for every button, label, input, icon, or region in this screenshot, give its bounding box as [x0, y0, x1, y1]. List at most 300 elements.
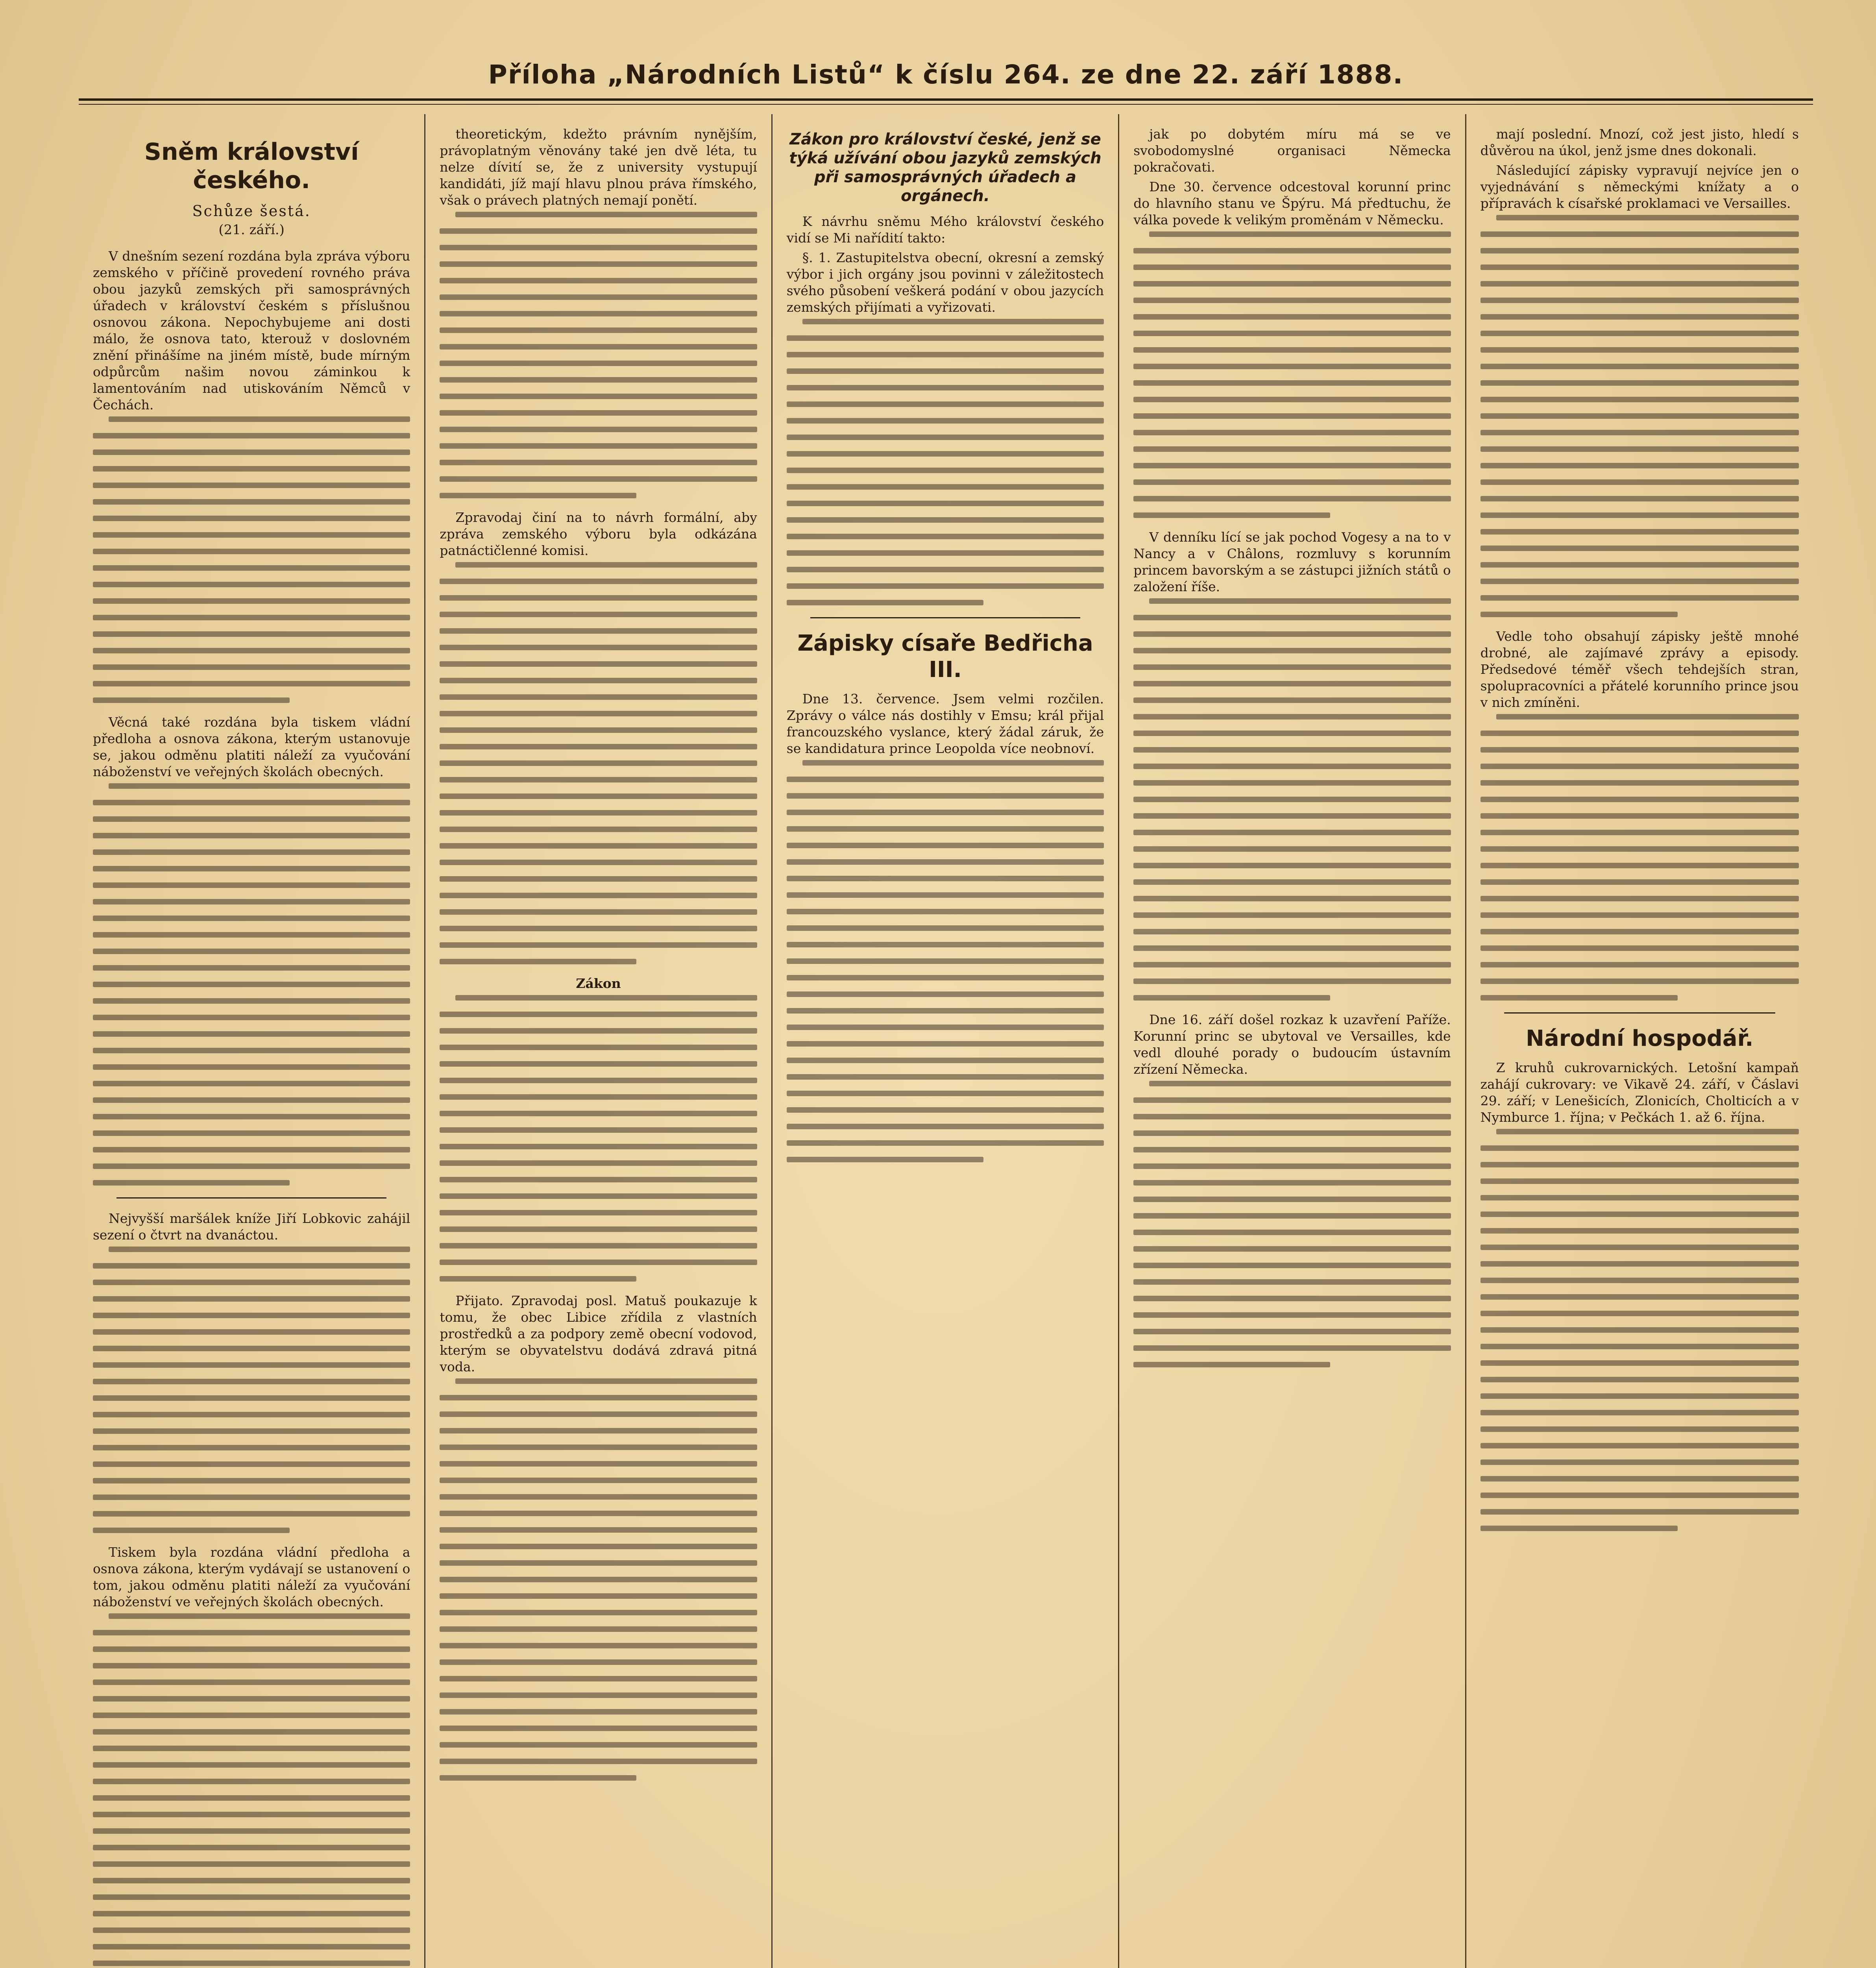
text-line: [93, 882, 410, 888]
text-line: [440, 361, 757, 366]
article-paragraph: Nejvyšší maršálek kníže Jiří Lobkovic zahájil sezení o čtvrt na dvanáctou.: [93, 1211, 410, 1243]
text-line: [1480, 281, 1799, 287]
text-line: [93, 1528, 290, 1533]
text-line: [93, 866, 410, 871]
text-line: [93, 532, 410, 538]
text-line: [787, 925, 1104, 931]
text-line: [93, 433, 410, 438]
text-line: [1133, 479, 1451, 485]
text-line: [440, 1478, 757, 1483]
text-line: [440, 843, 757, 849]
text-line: [1133, 347, 1451, 353]
text-line: [93, 1630, 410, 1635]
text-line: [1480, 978, 1799, 984]
text-line: [440, 1078, 757, 1083]
text-line: [455, 995, 757, 1001]
text-line: [787, 368, 1104, 374]
text-line: [440, 694, 757, 700]
section-divider: [810, 617, 1080, 618]
text-line: [93, 1313, 410, 1318]
text-line: [455, 212, 757, 217]
text-line: [1133, 1263, 1451, 1268]
text-line: [787, 810, 1104, 815]
text-line: [440, 1177, 757, 1182]
article-paragraph: K návrhu sněmu Mého království českého vidí se Mi nařídití takto:: [786, 214, 1104, 246]
text-line: [440, 377, 757, 383]
text-line: [93, 1845, 410, 1850]
article-paragraph: theoretickým, kdežto právním nynějším, právoplatným věnovány také jen dvě léta, tu nelze dívití se, že z university vystupují kandidáti, jíž mají hlavu plnou práva římského, však o právech platných nemají ponětí.: [440, 126, 757, 208]
text-line: [1480, 1443, 1799, 1448]
text-line: [787, 793, 1104, 799]
text-line: [440, 1593, 757, 1599]
text-line: [1133, 863, 1451, 868]
article-text-block: [440, 562, 757, 964]
text-line: [440, 1511, 757, 1516]
text-line: [440, 777, 757, 782]
text-line: [787, 1107, 1104, 1113]
text-line: [1480, 1344, 1799, 1349]
text-line: [93, 1779, 410, 1784]
text-line: [1133, 1345, 1451, 1351]
text-line: [1133, 1279, 1451, 1285]
text-line: [93, 1795, 410, 1801]
text-line: [93, 833, 410, 838]
article-text-block: [787, 760, 1104, 1162]
text-line: [1480, 248, 1799, 253]
text-line: [1133, 631, 1451, 637]
text-line: [93, 1911, 410, 1916]
text-line: [787, 401, 1104, 407]
text-line: [1480, 298, 1799, 303]
text-line: [93, 1147, 410, 1152]
text-line: [1133, 846, 1451, 852]
text-line: [93, 664, 410, 670]
text-line: [440, 1428, 757, 1433]
text-line: [440, 1028, 757, 1034]
text-line: [440, 827, 757, 832]
text-line: [440, 1127, 757, 1133]
text-line: [1480, 446, 1799, 452]
text-line: [1480, 1426, 1799, 1432]
text-line: [440, 1276, 636, 1282]
text-line: [93, 1746, 410, 1751]
article-paragraph: Dne 30. července odcestoval korunní princ do hlavního stanu ve Špýru. Má předtuchu, že válka povede k velikým proměnám v Německu.: [1133, 179, 1451, 228]
article-text-block: [1133, 231, 1451, 518]
text-line: [787, 1008, 1104, 1014]
text-line: [1133, 648, 1451, 653]
text-line: [787, 975, 1104, 980]
text-line: [1133, 413, 1451, 419]
text-line: [440, 1193, 757, 1199]
article-paragraph: jak po dobytém míru má se ve svobodomyslné organisaci Německa pokračovati.: [1133, 126, 1451, 175]
text-line: [93, 483, 410, 488]
article-paragraph: Dne 13. července. Jsem velmi rozčilen. Zprávy o válce nás dostihly v Emsu; král přijal francouzského vyslance, který žádal záruk, že se kandidatura prince Leopolda více neobnoví.: [786, 691, 1104, 756]
article-text-block: [93, 1247, 410, 1533]
text-line: [787, 942, 1104, 947]
text-line: [440, 261, 757, 267]
text-line: [93, 1894, 410, 1900]
article-paragraph: V denníku lící se jak pochod Vogesy a na to v Nancy a v Châlons, rozmluvy s korunním princem bavorským a se zástupci jižních států o založení říše.: [1133, 529, 1451, 594]
text-line: [440, 926, 757, 931]
text-line: [787, 418, 1104, 424]
text-line: [787, 550, 1104, 556]
text-line: [440, 1226, 757, 1232]
text-line: [1480, 896, 1799, 901]
text-line: [1480, 546, 1799, 551]
law-heading: Zákon pro království české, jenž se týká užívání obou jazyků zemských při samosprávných úřadech a orgánech.: [789, 130, 1102, 205]
article-text-block: [1480, 714, 1799, 1001]
text-line: [440, 810, 757, 816]
article-text-block: [93, 416, 410, 703]
article-text-block: [1480, 215, 1799, 617]
text-line: [1133, 1114, 1451, 1119]
article-paragraph: Přijato. Zpravodaj posl. Matuš poukazuje k tomu, že obec Libice zřídila z vlastních prostředků a za podpory země obecní vodovod, kterým se obyvatelstvu dodává zdravá pitná voda.: [440, 1293, 757, 1374]
article-text-block: [93, 783, 410, 1186]
text-line: [1480, 1278, 1799, 1283]
text-line: [1480, 995, 1678, 1001]
text-line: [93, 1927, 410, 1933]
article-paragraph: mají poslední. Mnozí, což jest jisto, hledí s důvěrou na úkol, jenž jsme dnes dokonali.: [1480, 126, 1799, 158]
text-line: [440, 1411, 757, 1417]
text-line: [93, 582, 410, 587]
text-line: [1480, 846, 1799, 852]
text-line: [1480, 1509, 1799, 1515]
text-line: [1133, 1180, 1451, 1186]
text-line: [1480, 1393, 1799, 1399]
text-line: [109, 1247, 410, 1252]
text-line: [1496, 714, 1799, 720]
text-line: [440, 1544, 757, 1549]
text-line: [787, 1074, 1104, 1080]
text-line: [1480, 1162, 1799, 1167]
article-paragraph: Zpravodaj činí na to návrh formální, aby zpráva zemského výboru byla odkázána patnáctičlenné komisi.: [440, 510, 757, 558]
text-line: [1133, 1246, 1451, 1252]
text-line: [93, 816, 410, 822]
text-line: [440, 311, 757, 316]
text-line: [787, 1091, 1104, 1096]
text-line: [440, 1260, 757, 1265]
text-line: [1133, 879, 1451, 885]
text-line: [1480, 912, 1799, 918]
section-divider: [1504, 1012, 1775, 1014]
text-line: [93, 1729, 410, 1735]
text-line: [1480, 1410, 1799, 1415]
text-line: [1480, 579, 1799, 584]
text-line: [93, 1015, 410, 1020]
text-line: [1480, 1195, 1799, 1200]
text-line: [93, 1646, 410, 1652]
text-line: [787, 435, 1104, 440]
text-line: [1480, 962, 1799, 967]
text-line: [1133, 314, 1451, 320]
text-line: [1133, 714, 1451, 720]
article-heading-hospodar: Národní hospodář.: [1526, 1026, 1754, 1051]
text-line: [787, 1058, 1104, 1063]
text-line: [440, 245, 757, 250]
text-line: [1480, 512, 1799, 518]
text-line: [1133, 978, 1451, 984]
text-line: [93, 1461, 410, 1467]
text-line: [440, 1395, 757, 1400]
text-line: [1133, 747, 1451, 753]
text-line: [1149, 598, 1451, 604]
text-line: [1133, 446, 1451, 452]
text-line: [1480, 1294, 1799, 1300]
text-line: [93, 1379, 410, 1384]
text-line: [1133, 397, 1451, 402]
text-line: [93, 1861, 410, 1867]
text-line: [787, 468, 1104, 473]
text-line: [93, 549, 410, 554]
text-line: [787, 600, 983, 605]
text-line: [1480, 1212, 1799, 1217]
text-line: [440, 678, 757, 683]
text-line: [1480, 1493, 1799, 1498]
column-1: [79, 114, 425, 1968]
text-line: [93, 1961, 410, 1966]
article-paragraph: Věcná také rozdána byla tiskem vládní předloha a osnova zákona, kterým ustanovuje se, jakou odměnu platiti náleží za vyučování náboženství ve veřejných školách obecných.: [93, 714, 410, 779]
text-line: [440, 1045, 757, 1050]
article-heading-snem: Sněm království českého.: [144, 138, 359, 194]
text-line: [93, 648, 410, 653]
text-line: [1133, 896, 1451, 901]
text-line: [93, 1445, 410, 1450]
text-line: [93, 615, 410, 620]
text-line: [1480, 380, 1799, 386]
text-line: [440, 1210, 757, 1215]
text-line: [93, 1828, 410, 1834]
column-3: [773, 114, 1119, 1968]
text-line: [787, 1124, 1104, 1129]
text-line: [93, 982, 410, 987]
text-line: [440, 744, 757, 749]
article-text-block: [440, 995, 757, 1282]
article-paragraph: Následující zápisky vypravují nejvíce jen o vyjednávání s německými knížaty a o přípravách k císařské proklamaci ve Versailles.: [1480, 163, 1799, 211]
text-line: [455, 1378, 757, 1384]
text-line: [93, 916, 410, 921]
text-line: [93, 1428, 410, 1434]
text-line: [93, 1679, 410, 1685]
text-line: [1133, 1329, 1451, 1334]
text-line: [1133, 331, 1451, 336]
masthead-rule-thin: [79, 104, 1813, 105]
text-line: [93, 1696, 410, 1702]
text-line: [1149, 231, 1451, 237]
text-line: [1480, 264, 1799, 270]
text-line: [787, 1041, 1104, 1047]
text-line: [787, 385, 1104, 390]
text-line: [440, 427, 757, 432]
text-line: [787, 843, 1104, 848]
text-line: [1480, 1360, 1799, 1366]
text-line: [440, 1527, 757, 1533]
session-date: (21. září.): [218, 222, 285, 238]
text-line: [1480, 797, 1799, 802]
text-line: [1133, 1296, 1451, 1301]
text-line: [787, 335, 1104, 341]
text-line: [1480, 612, 1678, 617]
text-line: [93, 949, 410, 954]
text-line: [1496, 215, 1799, 220]
text-line: [93, 1031, 410, 1037]
article-text-block: [93, 1613, 410, 1968]
text-line: [440, 1061, 757, 1067]
text-line: [440, 1676, 757, 1681]
text-line: [93, 565, 410, 571]
article-text-block: [1480, 1129, 1799, 1531]
text-line: [1480, 413, 1799, 419]
text-line: [440, 1726, 757, 1731]
text-line: [440, 1759, 757, 1764]
text-line: [1480, 764, 1799, 769]
text-line: [93, 1097, 410, 1103]
text-line: [440, 1560, 757, 1566]
text-line: [1133, 615, 1451, 620]
text-line: [1480, 1327, 1799, 1333]
text-line: [1133, 929, 1451, 934]
text-line: [109, 416, 410, 422]
text-line: [440, 1742, 757, 1748]
text-line: [440, 959, 636, 964]
text-line: [1480, 430, 1799, 435]
text-line: [440, 1610, 757, 1615]
text-line: [1133, 830, 1451, 835]
text-line: [1133, 780, 1451, 786]
text-line: [1480, 1228, 1799, 1234]
text-line: [93, 849, 410, 855]
text-line: [787, 1025, 1104, 1030]
text-line: [440, 1243, 757, 1248]
text-line: [1133, 945, 1451, 951]
text-line: [440, 1577, 757, 1582]
text-line: [1480, 731, 1799, 736]
text-line: [1133, 813, 1451, 819]
article-paragraph: Vedle toho obsahují zápisky ještě mnohé drobné, ale zajímavé zprávy a episody. Předsedové téměř všech tehdejších stran, spolupracovníci a přátelé korunního prince jsou v nich zmíněni.: [1480, 629, 1799, 710]
text-line: [1480, 1178, 1799, 1184]
text-line: [1480, 463, 1799, 468]
text-line: [93, 1180, 290, 1186]
text-line: [1480, 1145, 1799, 1151]
text-line: [93, 1130, 410, 1136]
text-line: [1480, 780, 1799, 786]
text-line: [93, 800, 410, 805]
text-line: [93, 697, 290, 703]
text-line: [93, 449, 410, 455]
text-line: [93, 1362, 410, 1368]
text-line: [440, 410, 757, 416]
columns: [79, 114, 1813, 1968]
text-line: [440, 1692, 757, 1698]
text-line: [1133, 298, 1451, 303]
text-line: [440, 1160, 757, 1166]
text-line: [1133, 731, 1451, 736]
text-line: [787, 909, 1104, 914]
text-line: [1480, 945, 1799, 951]
text-line: [787, 451, 1104, 457]
text-line: [1480, 1459, 1799, 1465]
text-line: [93, 466, 410, 472]
text-line: [1133, 764, 1451, 769]
text-line: [440, 476, 757, 482]
text-line: [93, 1713, 410, 1718]
text-line: [440, 711, 757, 716]
text-line: [1480, 364, 1799, 369]
text-line: [440, 493, 636, 498]
text-line: [440, 1643, 757, 1648]
text-line: [440, 1445, 757, 1450]
article-text-block: [440, 1378, 757, 1781]
text-line: [93, 1412, 410, 1417]
text-line: [93, 899, 410, 904]
text-line: [440, 327, 757, 333]
article-text-block: [787, 319, 1104, 605]
text-line: [93, 998, 410, 1004]
text-line: [787, 991, 1104, 997]
text-line: [1480, 830, 1799, 835]
text-line: [1133, 512, 1330, 518]
text-line: [1480, 562, 1799, 568]
masthead-rule: [79, 98, 1813, 101]
text-line: [1133, 995, 1330, 1001]
text-line: [440, 727, 757, 733]
text-line: [93, 1263, 410, 1269]
text-line: [440, 860, 757, 865]
text-line: [93, 1511, 410, 1517]
text-line: [1133, 1130, 1451, 1136]
text-line: [440, 661, 757, 667]
text-line: [440, 1461, 757, 1467]
text-line: [1480, 397, 1799, 402]
article-paragraph: Dne 16. září došel rozkaz k uzavření Paříže. Korunní princ se ubytoval ve Versailles, kde vedl dlouhé porady o budoucím ústavním zřízení Německa.: [1133, 1012, 1451, 1077]
text-line: [93, 932, 410, 938]
text-line: [440, 1626, 757, 1632]
column-4: [1119, 114, 1466, 1968]
text-line: [787, 583, 1104, 589]
text-line: [93, 499, 410, 505]
text-line: [1133, 1163, 1451, 1169]
text-line: [787, 567, 1104, 572]
text-line: [440, 760, 757, 766]
text-line: [440, 579, 757, 584]
text-line: [93, 1114, 410, 1119]
text-line: [787, 517, 1104, 523]
text-line: [93, 1329, 410, 1335]
article-text-block: [440, 212, 757, 498]
text-line: [440, 1659, 757, 1665]
session-label: Schůze šestá.: [192, 202, 311, 220]
section-label-zakon: Zákon: [576, 976, 621, 991]
text-line: [109, 783, 410, 789]
text-line: [1480, 1245, 1799, 1250]
text-line: [93, 1346, 410, 1351]
column-5: [1466, 114, 1813, 1968]
text-line: [787, 876, 1104, 881]
text-line: [93, 1163, 410, 1169]
text-line: [440, 893, 757, 898]
text-line: [440, 344, 757, 350]
text-line: [440, 628, 757, 634]
text-line: [1133, 463, 1451, 468]
text-line: [1133, 364, 1451, 369]
text-line: [440, 1012, 757, 1017]
text-line: [440, 595, 757, 601]
text-line: [440, 876, 757, 882]
text-line: [1480, 813, 1799, 819]
text-line: [440, 443, 757, 449]
text-line: [440, 294, 757, 300]
text-line: [1496, 1129, 1799, 1134]
text-line: [1133, 496, 1451, 501]
